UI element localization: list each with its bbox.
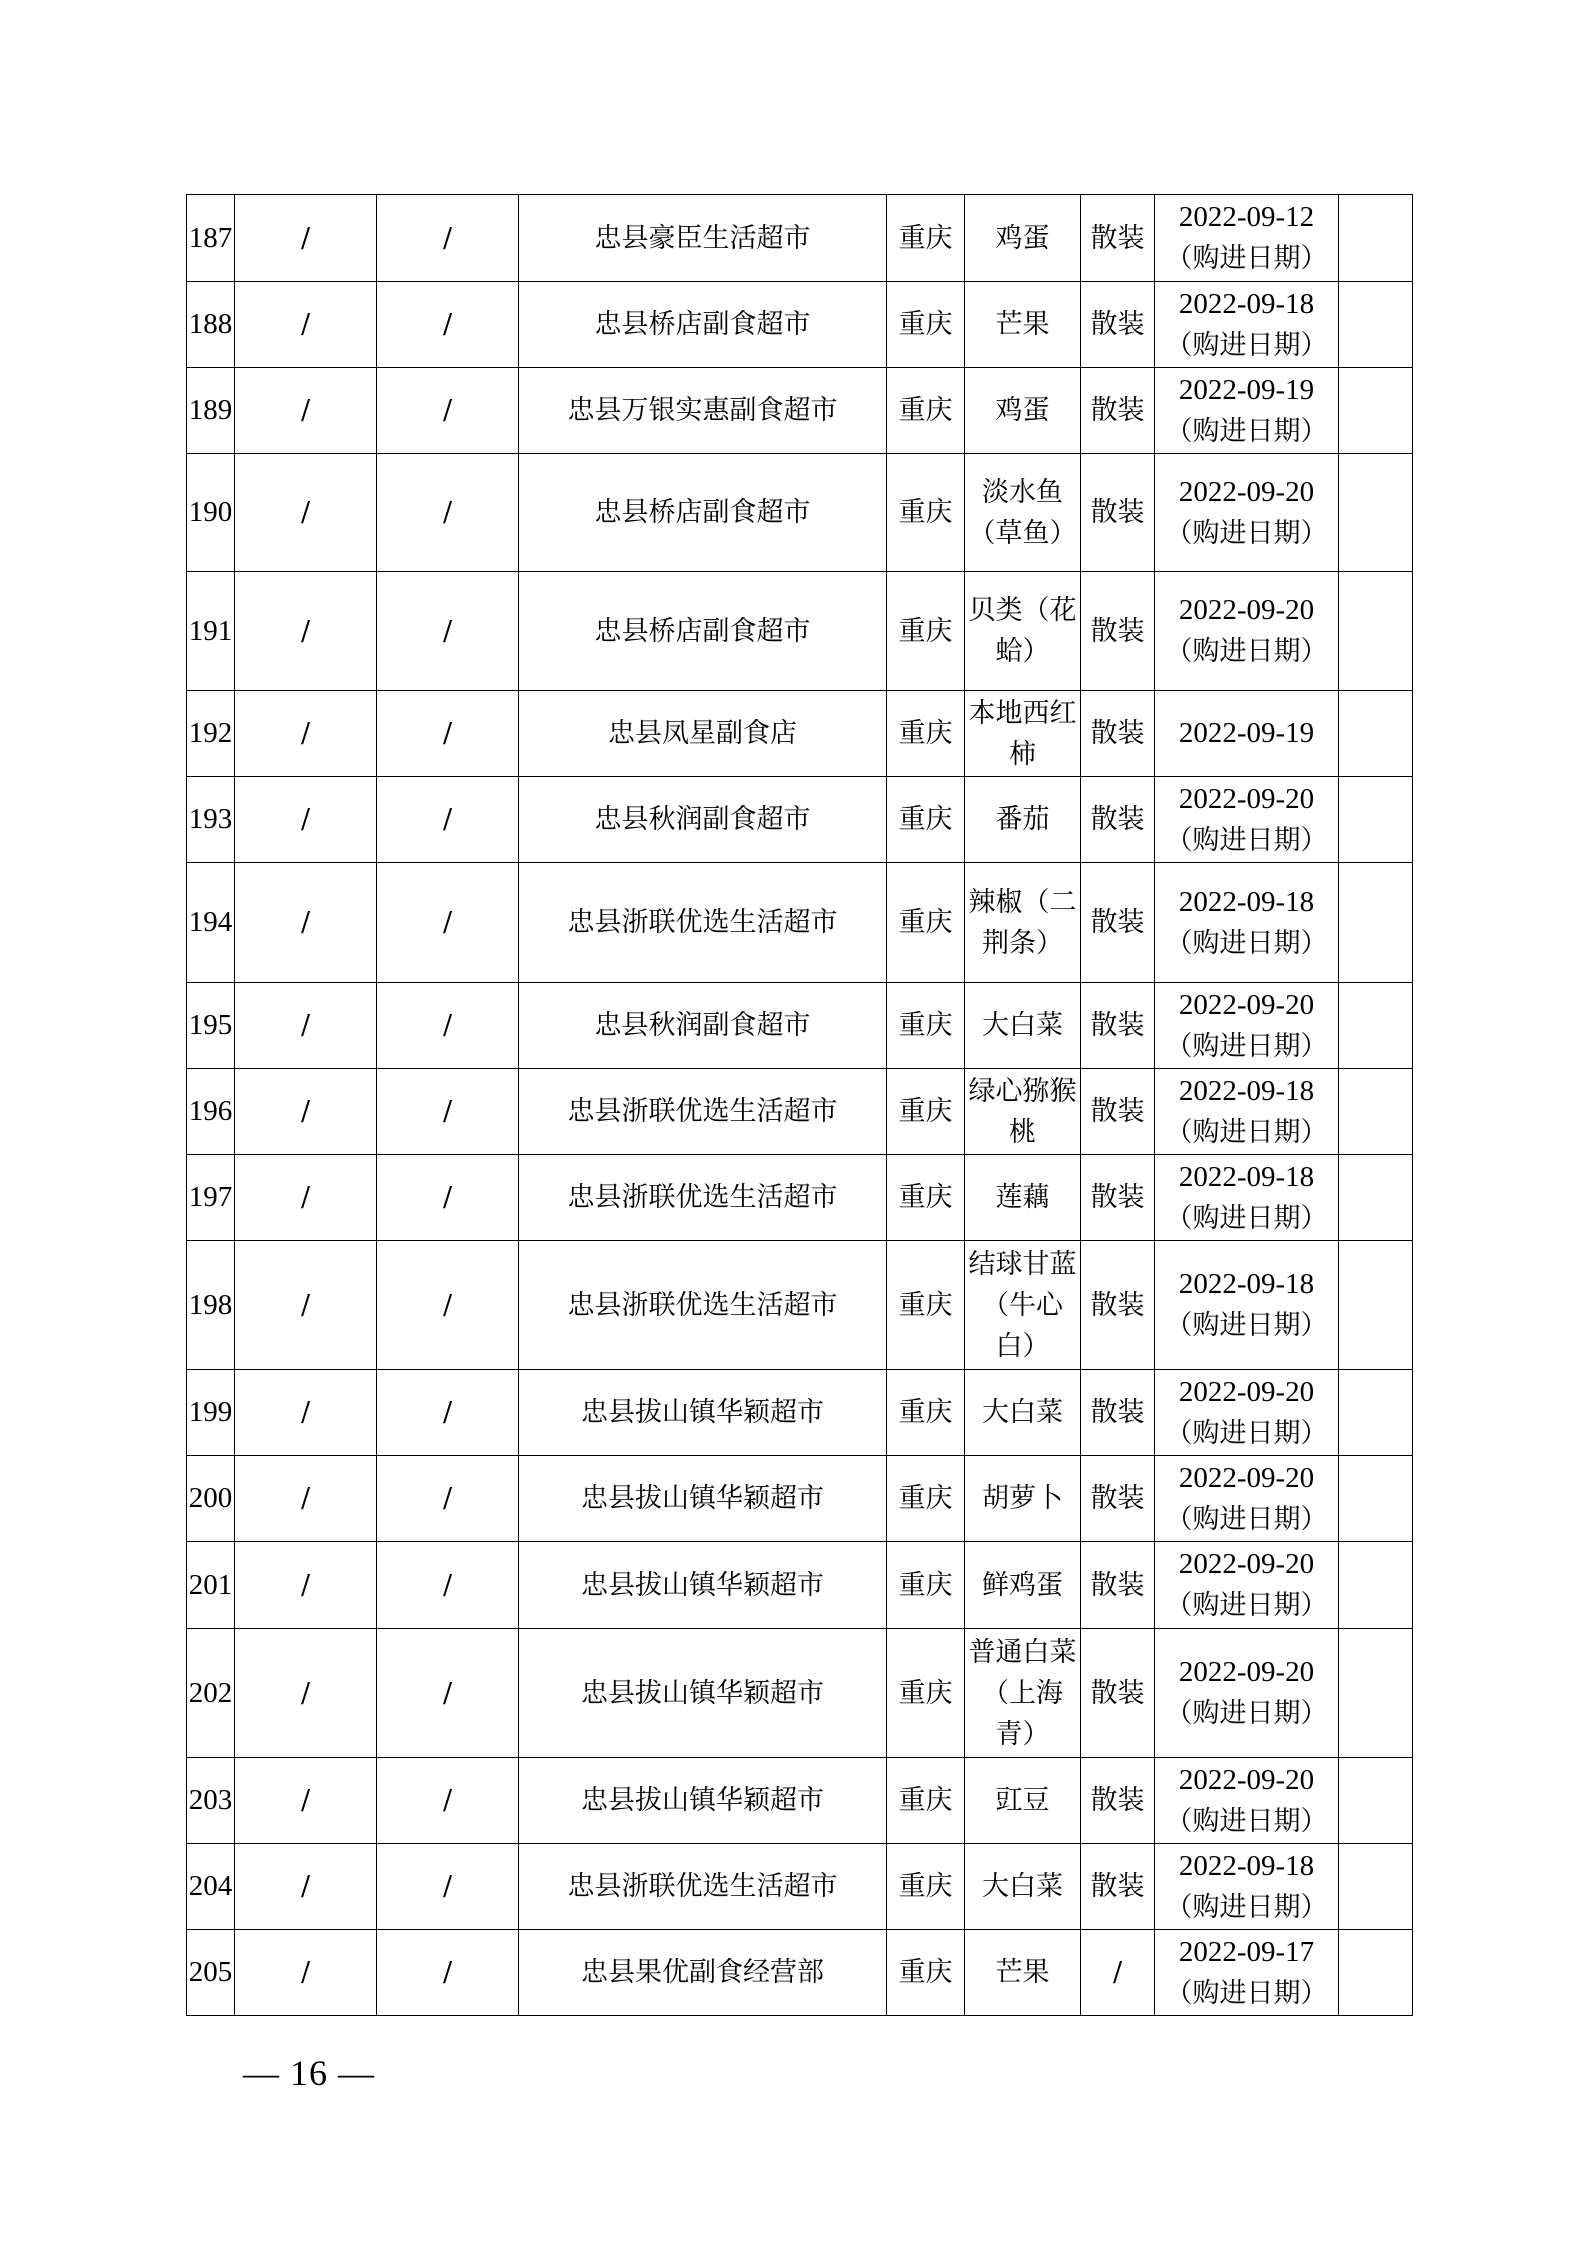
date-note: （购进日期） (1165, 1310, 1328, 1341)
cell-placeholder: / (235, 1844, 377, 1930)
region: 重庆 (887, 1456, 965, 1542)
package-spec: 散装 (1081, 1155, 1155, 1241)
product-name: 鸡蛋 (965, 368, 1081, 454)
date-value: 2022-09-17 (1178, 1935, 1315, 1968)
store-name: 忠县豪臣生活超市 (519, 195, 887, 282)
table-row (187, 1155, 1413, 1241)
date-note: （购进日期） (1165, 1891, 1328, 1923)
product-name: 绿心猕猴桃 (965, 1069, 1081, 1155)
table-row (187, 1930, 1413, 2016)
empty-cell (1339, 1930, 1413, 2016)
date-cell (1155, 368, 1339, 454)
row-number: 198 (187, 1241, 235, 1370)
cell-placeholder: / (235, 1370, 377, 1456)
cell-placeholder: / (235, 1069, 377, 1155)
product-name: 豇豆 (965, 1758, 1081, 1844)
date-cell (1155, 1456, 1339, 1542)
cell-placeholder: / (235, 368, 377, 454)
store-name: 忠县秋润副食超市 (519, 777, 887, 863)
date-cell (1155, 1155, 1339, 1241)
date-note: （购进日期） (1165, 1590, 1328, 1621)
table-row (187, 195, 1413, 282)
cell-placeholder: / (377, 1844, 519, 1930)
product-name: 胡萝卜 (965, 1456, 1081, 1542)
cell-placeholder: / (235, 863, 377, 983)
empty-cell (1339, 454, 1413, 572)
date-value: 2022-09-20 (1178, 594, 1315, 626)
package-spec: 散装 (1081, 983, 1155, 1069)
package-spec: 散装 (1081, 1542, 1155, 1629)
date-cell (1155, 572, 1339, 691)
store-name: 忠县浙联优选生活超市 (519, 1241, 887, 1370)
row-number: 189 (187, 368, 235, 454)
product-name: 辣椒（二荆条） (965, 863, 1081, 983)
cell-placeholder: / (377, 863, 519, 983)
row-number: 192 (187, 691, 235, 777)
product-name: 芒果 (965, 1930, 1081, 2016)
table-row (187, 1069, 1413, 1155)
date-note: （购进日期） (1165, 415, 1328, 447)
product-name: 贝类（花蛤） (965, 572, 1081, 691)
region: 重庆 (887, 1241, 965, 1370)
cell-placeholder: / (377, 195, 519, 282)
date-value: 2022-09-20 (1178, 475, 1315, 508)
cell-placeholder: / (377, 1155, 519, 1241)
date-value: 2022-09-18 (1178, 1268, 1315, 1300)
product-name: 莲藕 (965, 1155, 1081, 1241)
package-spec: 散装 (1081, 777, 1155, 863)
store-name: 忠县拔山镇华颖超市 (519, 1629, 887, 1758)
empty-cell (1339, 282, 1413, 368)
date-cell (1155, 1844, 1339, 1930)
cell-placeholder: / (235, 1930, 377, 2016)
region: 重庆 (887, 1370, 965, 1456)
region: 重庆 (887, 1758, 965, 1844)
product-name: 鲜鸡蛋 (965, 1542, 1081, 1629)
row-number: 197 (187, 1155, 235, 1241)
store-name: 忠县果优副食经营部 (519, 1930, 887, 2016)
product-name: 大白菜 (965, 1370, 1081, 1456)
store-name: 忠县浙联优选生活超市 (519, 1155, 887, 1241)
row-number: 195 (187, 983, 235, 1069)
product-name: 芒果 (965, 282, 1081, 368)
region: 重庆 (887, 863, 965, 983)
empty-cell (1339, 368, 1413, 454)
table-row (187, 1542, 1413, 1629)
date-cell (1155, 1069, 1339, 1155)
table-row (187, 1844, 1413, 1930)
store-name: 忠县拔山镇华颖超市 (519, 1758, 887, 1844)
date-cell (1155, 1241, 1339, 1370)
empty-cell (1339, 195, 1413, 282)
package-spec: 散装 (1081, 572, 1155, 691)
row-number: 187 (187, 195, 235, 282)
table-row (187, 1629, 1413, 1758)
table-row (187, 1456, 1413, 1542)
package-spec: 散装 (1081, 1629, 1155, 1758)
table-row (187, 572, 1413, 691)
row-number: 190 (187, 454, 235, 572)
table-row (187, 983, 1413, 1069)
date-value: 2022-09-20 (1178, 988, 1315, 1021)
row-number: 202 (187, 1629, 235, 1758)
product-name: 普通白菜（上海青） (965, 1629, 1081, 1758)
empty-cell (1339, 863, 1413, 983)
empty-cell (1339, 983, 1413, 1069)
store-name: 忠县拔山镇华颖超市 (519, 1542, 887, 1629)
date-cell (1155, 983, 1339, 1069)
empty-cell (1339, 777, 1413, 863)
table-row (187, 777, 1413, 863)
table-row (187, 454, 1413, 572)
sampling-table (186, 194, 1413, 2016)
date-value: 2022-09-20 (1178, 782, 1315, 815)
date-note: （购进日期） (1165, 329, 1328, 361)
region: 重庆 (887, 1542, 965, 1629)
cell-placeholder: / (235, 195, 377, 282)
product-name: 结球甘蓝（牛心白） (965, 1241, 1081, 1370)
cell-placeholder: / (377, 1370, 519, 1456)
empty-cell (1339, 1629, 1413, 1758)
cell-placeholder: / (235, 454, 377, 572)
cell-placeholder: / (235, 1629, 377, 1758)
date-value: 2022-09-18 (1178, 1849, 1315, 1882)
date-cell (1155, 195, 1339, 282)
cell-placeholder: / (377, 282, 519, 368)
store-name: 忠县桥店副食超市 (519, 454, 887, 572)
table-row (187, 282, 1413, 368)
cell-placeholder: / (235, 282, 377, 368)
cell-placeholder: / (377, 454, 519, 572)
store-name: 忠县桥店副食超市 (519, 282, 887, 368)
region: 重庆 (887, 368, 965, 454)
date-value: 2022-09-18 (1178, 1160, 1315, 1193)
date-note: （购进日期） (1165, 1202, 1328, 1234)
package-spec: 散装 (1081, 1241, 1155, 1370)
date-cell (1155, 282, 1339, 368)
cell-placeholder: / (235, 983, 377, 1069)
region: 重庆 (887, 1069, 965, 1155)
region: 重庆 (887, 1844, 965, 1930)
date-cell (1155, 454, 1339, 572)
cell-placeholder: / (377, 983, 519, 1069)
empty-cell (1339, 1155, 1413, 1241)
cell-placeholder: / (377, 1069, 519, 1155)
table-row (187, 691, 1413, 777)
package-spec: / (1081, 1930, 1155, 2016)
date-value: 2022-09-19 (1178, 373, 1315, 406)
store-name: 忠县桥店副食超市 (519, 572, 887, 691)
date-note: （购进日期） (1165, 517, 1328, 549)
store-name: 忠县万银实惠副食超市 (519, 368, 887, 454)
store-name: 忠县拔山镇华颖超市 (519, 1456, 887, 1542)
region: 重庆 (887, 983, 965, 1069)
cell-placeholder: / (377, 691, 519, 777)
region: 重庆 (887, 572, 965, 691)
date-cell (1155, 1542, 1339, 1629)
product-name: 大白菜 (965, 983, 1081, 1069)
empty-cell (1339, 1844, 1413, 1930)
date-cell (1155, 1758, 1339, 1844)
row-number: 201 (187, 1542, 235, 1629)
product-name: 番茄 (965, 777, 1081, 863)
table-row (187, 1241, 1413, 1370)
date-cell (1155, 1629, 1339, 1758)
cell-placeholder: / (377, 1456, 519, 1542)
date-note: （购进日期） (1165, 1977, 1328, 2009)
package-spec: 散装 (1081, 282, 1155, 368)
cell-placeholder: / (235, 572, 377, 691)
date-note: （购进日期） (1165, 1030, 1328, 1062)
cell-placeholder: / (377, 1629, 519, 1758)
package-spec: 散装 (1081, 1069, 1155, 1155)
store-name: 忠县浙联优选生活超市 (519, 1844, 887, 1930)
cell-placeholder: / (235, 777, 377, 863)
table-row (187, 1758, 1413, 1844)
cell-placeholder: / (377, 1930, 519, 2016)
date-note: （购进日期） (1165, 1698, 1328, 1729)
package-spec: 散装 (1081, 863, 1155, 983)
row-number: 194 (187, 863, 235, 983)
cell-placeholder: / (377, 368, 519, 454)
date-cell (1155, 777, 1339, 863)
cell-placeholder: / (235, 691, 377, 777)
date-note: （购进日期） (1165, 1503, 1328, 1535)
date-cell (1155, 1930, 1339, 2016)
date-value: 2022-09-19 (1178, 717, 1315, 749)
region: 重庆 (887, 691, 965, 777)
row-number: 199 (187, 1370, 235, 1456)
cell-placeholder: / (377, 1758, 519, 1844)
date-value: 2022-09-18 (1178, 287, 1315, 320)
cell-placeholder: / (235, 1758, 377, 1844)
cell-placeholder: / (377, 1542, 519, 1629)
package-spec: 散装 (1081, 1844, 1155, 1930)
row-number: 203 (187, 1758, 235, 1844)
region: 重庆 (887, 195, 965, 282)
table-row (187, 368, 1413, 454)
cell-placeholder: / (377, 777, 519, 863)
row-number: 205 (187, 1930, 235, 2016)
product-name: 大白菜 (965, 1844, 1081, 1930)
package-spec: 散装 (1081, 691, 1155, 777)
region: 重庆 (887, 282, 965, 368)
empty-cell (1339, 1758, 1413, 1844)
cell-placeholder: / (235, 1456, 377, 1542)
date-note: （购进日期） (1165, 1116, 1328, 1148)
empty-cell (1339, 1370, 1413, 1456)
package-spec: 散装 (1081, 368, 1155, 454)
row-number: 188 (187, 282, 235, 368)
product-name: 本地西红柿 (965, 691, 1081, 777)
region: 重庆 (887, 1155, 965, 1241)
date-note: （购进日期） (1165, 824, 1328, 856)
row-number: 204 (187, 1844, 235, 1930)
date-value: 2022-09-20 (1178, 1548, 1315, 1580)
date-value: 2022-09-18 (1178, 1074, 1315, 1107)
date-cell (1155, 863, 1339, 983)
row-number: 191 (187, 572, 235, 691)
date-note: （购进日期） (1165, 1805, 1328, 1837)
empty-cell (1339, 691, 1413, 777)
date-value: 2022-09-18 (1178, 885, 1315, 918)
store-name: 忠县秋润副食超市 (519, 983, 887, 1069)
date-value: 2022-09-20 (1178, 1656, 1315, 1688)
product-name: 鸡蛋 (965, 195, 1081, 282)
store-name: 忠县浙联优选生活超市 (519, 863, 887, 983)
region: 重庆 (887, 1629, 965, 1758)
store-name: 忠县凤星副食店 (519, 691, 887, 777)
date-note: （购进日期） (1165, 636, 1328, 667)
date-value: 2022-09-12 (1178, 201, 1315, 233)
store-name: 忠县浙联优选生活超市 (519, 1069, 887, 1155)
date-value: 2022-09-20 (1178, 1375, 1315, 1408)
store-name: 忠县拔山镇华颖超市 (519, 1370, 887, 1456)
row-number: 200 (187, 1456, 235, 1542)
package-spec: 散装 (1081, 195, 1155, 282)
cell-placeholder: / (377, 1241, 519, 1370)
date-cell (1155, 1370, 1339, 1456)
date-value: 2022-09-20 (1178, 1461, 1315, 1494)
date-note: （购进日期） (1165, 1417, 1328, 1449)
package-spec: 散装 (1081, 454, 1155, 572)
date-note: （购进日期） (1165, 927, 1328, 959)
package-spec: 散装 (1081, 1370, 1155, 1456)
page-number: — 16 — (243, 2053, 375, 2093)
cell-placeholder: / (377, 572, 519, 691)
table-row (187, 863, 1413, 983)
empty-cell (1339, 1456, 1413, 1542)
row-number: 193 (187, 777, 235, 863)
date-cell (1155, 691, 1339, 777)
empty-cell (1339, 1241, 1413, 1370)
cell-placeholder: / (235, 1241, 377, 1370)
table-row (187, 1370, 1413, 1456)
region: 重庆 (887, 777, 965, 863)
table-body (187, 195, 1413, 2016)
region: 重庆 (887, 1930, 965, 2016)
empty-cell (1339, 572, 1413, 691)
empty-cell (1339, 1069, 1413, 1155)
product-name: 淡水鱼（草鱼） (965, 454, 1081, 572)
empty-cell (1339, 1542, 1413, 1629)
cell-placeholder: / (235, 1542, 377, 1629)
package-spec: 散装 (1081, 1456, 1155, 1542)
row-number: 196 (187, 1069, 235, 1155)
date-note: （购进日期） (1165, 243, 1328, 274)
package-spec: 散装 (1081, 1758, 1155, 1844)
date-value: 2022-09-20 (1178, 1763, 1315, 1796)
cell-placeholder: / (235, 1155, 377, 1241)
region: 重庆 (887, 454, 965, 572)
